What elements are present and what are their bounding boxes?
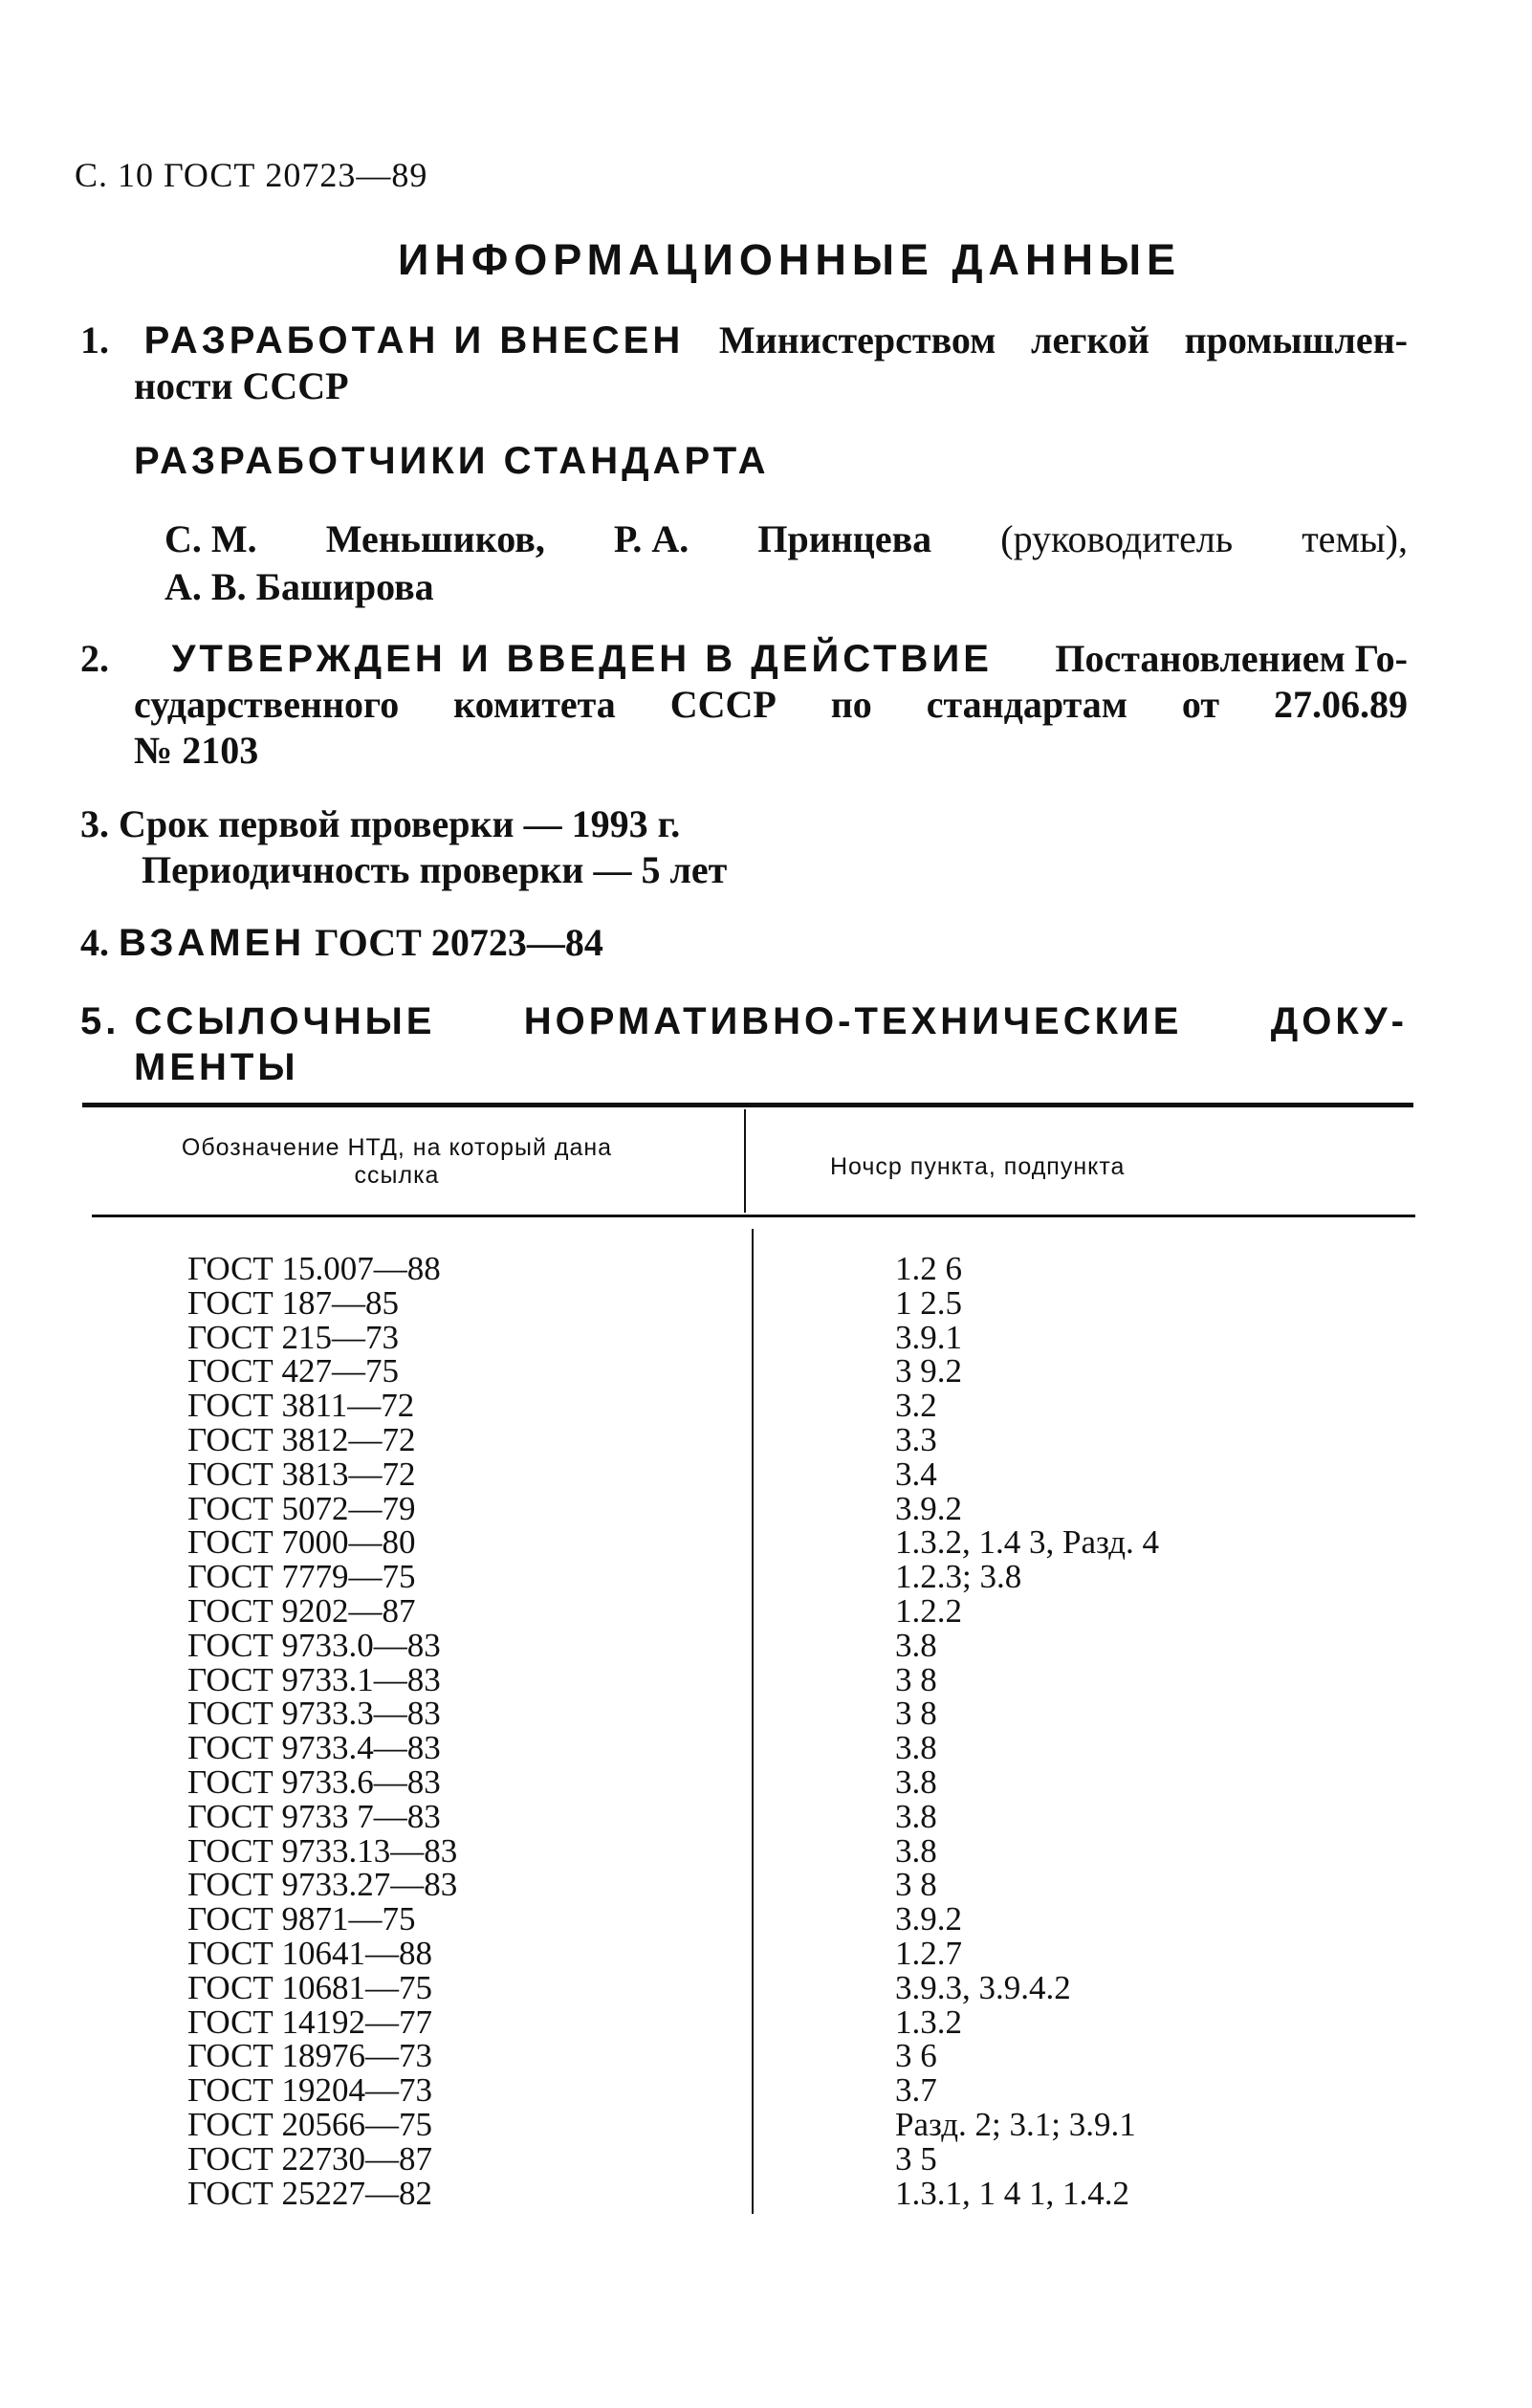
ref-document: ГОСТ 25227—82 [187, 2174, 433, 2212]
ref-document: ГОСТ 3811—72 [187, 1387, 415, 1425]
ref-clause: 3 8 [895, 1660, 937, 1698]
table-row [187, 1283, 1335, 1322]
table-row [187, 1389, 1335, 1423]
ref-clause: 1.2 6 [895, 1250, 962, 1287]
ref-document: ГОСТ 9733.3—83 [187, 1695, 441, 1733]
ref-clause: 1.2.3; 3.8 [895, 1558, 1022, 1596]
item-1-continuation: ности СССР [134, 364, 349, 407]
ref-document: ГОСТ 15.007—88 [187, 1250, 441, 1287]
table-row [187, 1252, 1335, 1286]
ref-clause: 1.3.1, 1 4 1, 1.4.2 [895, 2174, 1129, 2212]
ref-clause: 3.9.1 [895, 1318, 962, 1356]
ref-document: ГОСТ 9733.13—83 [187, 1831, 458, 1870]
item-4-tail: ГОСТ 20723—84 [315, 921, 603, 964]
ref-document: ГОСТ 22730—87 [187, 2139, 433, 2178]
table-row [187, 2005, 1335, 2040]
reference-table-body [187, 1252, 1335, 2210]
ref-document: ГОСТ 20566—75 [187, 2105, 433, 2143]
table-row [187, 2105, 1335, 2143]
item-2-tail: Постановлением Го- [1055, 637, 1408, 680]
ref-clause: 1.3.2 [895, 2003, 962, 2041]
table-row [187, 1697, 1335, 1731]
ref-document: ГОСТ 187—85 [187, 1283, 400, 1322]
table-row [187, 1762, 1335, 1801]
table-top-rule [82, 1103, 1413, 1107]
table-row [187, 1831, 1335, 1870]
ref-document: ГОСТ 9733.6—83 [187, 1762, 441, 1801]
ref-clause: 3.7 [895, 2071, 937, 2110]
table-header-divider [744, 1109, 746, 1213]
developer-surname: Меньшиков, [325, 517, 545, 560]
item-4-caps: ВЗАМЕН [119, 922, 306, 964]
table-row [187, 1354, 1335, 1389]
item-2-number: 2. [80, 637, 109, 680]
ref-document: ГОСТ 14192—77 [187, 2003, 433, 2041]
ref-document: ГОСТ 3813—72 [187, 1455, 416, 1493]
item-2-date: 27.06.89 [1273, 683, 1408, 726]
table-row [187, 2039, 1335, 2073]
table-row [187, 1420, 1335, 1458]
table-row [187, 1934, 1335, 1972]
item-4 [80, 920, 603, 966]
item-5-word: ДОКУ- [1270, 1000, 1408, 1042]
ref-clause: 3.4 [895, 1455, 937, 1493]
ref-document: ГОСТ 18976—73 [187, 2037, 433, 2075]
developer-surname: Принцева [757, 517, 932, 560]
developer-role: темы), [1302, 517, 1408, 560]
ref-document: ГОСТ 10641—88 [187, 1934, 433, 1972]
ref-document: ГОСТ 10681—75 [187, 1968, 433, 2006]
ref-clause: 3.9.2 [895, 1900, 962, 1938]
item-3: 3. Срок первой проверки — 1993 г. [80, 802, 681, 845]
ref-clause: 3.8 [895, 1626, 937, 1664]
ref-clause: 3.3 [895, 1420, 937, 1458]
table-row [187, 1318, 1335, 1356]
table-row [187, 1968, 1335, 2006]
item-5-word: 5. ССЫЛОЧНЫЕ [80, 1000, 436, 1042]
ref-document: ГОСТ 9733.1—83 [187, 1660, 441, 1698]
item-1-number: 1. [80, 318, 109, 361]
table-row [187, 1868, 1335, 1902]
ref-clause: 3 9.2 [895, 1352, 962, 1390]
ref-document: ГОСТ 7000—80 [187, 1523, 416, 1562]
table-row [187, 1797, 1335, 1835]
item-2-decree-number: № 2103 [134, 729, 259, 772]
item-3-continuation: Периодичность проверки — 5 лет [142, 848, 728, 891]
ref-clause: 1.2.2 [895, 1591, 962, 1630]
developer-initials: С. М. [164, 517, 257, 560]
item-2-word: по [830, 683, 872, 726]
table-row [187, 2073, 1335, 2108]
ref-document: ГОСТ 9733.0—83 [187, 1626, 441, 1664]
table-row [187, 1660, 1335, 1698]
ref-document: ГОСТ 9733.4—83 [187, 1729, 441, 1767]
ref-document: ГОСТ 9871—75 [187, 1900, 416, 1938]
item-5-continuation: МЕНТЫ [134, 1046, 299, 1088]
ref-clause: 3 6 [895, 2037, 937, 2075]
ref-clause: 1.2.7 [895, 1934, 962, 1972]
item-2-word: стандартам [926, 683, 1127, 726]
ref-clause: 3.8 [895, 1762, 937, 1801]
ref-clause: 3.8 [895, 1797, 937, 1835]
item-2-caps: УТВЕРЖДЕН И ВВЕДЕН В ДЕЙСТВИЕ [171, 638, 993, 680]
ref-clause: 3.8 [895, 1831, 937, 1870]
ref-clause: 1 2.5 [895, 1283, 962, 1322]
ref-document: ГОСТ 7779—75 [187, 1558, 416, 1596]
item-1-caps: РАЗРАБОТАН И ВНЕСЕН [143, 319, 685, 361]
item-5-word: НОРМАТИВНО-ТЕХНИЧЕСКИЕ [523, 1000, 1183, 1042]
item-2-word: сударственного [134, 683, 400, 726]
table-row [187, 2174, 1335, 2212]
ref-clause: Разд. 2; 3.1; 3.9.1 [895, 2105, 1136, 2143]
item-1-word: Министерством [718, 318, 996, 361]
ref-document: ГОСТ 19204—73 [187, 2071, 433, 2110]
table-row [187, 1626, 1335, 1664]
ref-clause: 3.8 [895, 1729, 937, 1767]
page-header: С. 10 ГОСТ 20723—89 [75, 156, 428, 194]
table-header-designation: Обозначение НТД, на который дана ссылка [181, 1134, 613, 1189]
table-header-rule [92, 1215, 1415, 1217]
table-row [187, 1902, 1335, 1937]
item-2-word: СССР [669, 683, 777, 726]
ref-clause: 3 8 [895, 1695, 937, 1733]
table-row [187, 1489, 1335, 1527]
table-row [187, 1525, 1335, 1560]
developers-line: А. В. Баширова [164, 565, 434, 608]
ref-clause: 3 5 [895, 2139, 937, 2178]
table-row [187, 1731, 1335, 1765]
developer-initials: Р. А. [613, 517, 689, 560]
item-2 [80, 636, 1408, 682]
ref-document: ГОСТ 5072—79 [187, 1489, 416, 1527]
item-1 [80, 317, 1408, 363]
developers-line [164, 516, 1408, 561]
table-row [187, 1560, 1335, 1594]
table-row [187, 1457, 1335, 1492]
ref-document: ГОСТ 9733.27—83 [187, 1866, 458, 1904]
page-title: ИНФОРМАЦИОННЫЕ ДАННЫЕ [398, 235, 1182, 284]
ref-document: ГОСТ 9733 7—83 [187, 1797, 441, 1835]
item-2-word: от [1181, 683, 1220, 726]
table-row [187, 1591, 1335, 1630]
ref-clause: 1.3.2, 1.4 3, Разд. 4 [895, 1523, 1160, 1562]
ref-document: ГОСТ 3812—72 [187, 1420, 416, 1458]
ref-clause: 3 8 [895, 1866, 937, 1904]
ref-clause: 3.9.2 [895, 1489, 962, 1527]
item-1-word: легкой [1031, 318, 1149, 361]
item-2-word: комитета [453, 683, 616, 726]
developer-role: (руководитель [1000, 517, 1234, 560]
ref-clause: 3.9.3, 3.9.4.2 [895, 1968, 1071, 2006]
ref-clause: 3.2 [895, 1387, 937, 1425]
ref-document: ГОСТ 427—75 [187, 1352, 400, 1390]
item-4-number: 4. [80, 921, 109, 964]
item-5 [80, 998, 1408, 1044]
ref-document: ГОСТ 9202—87 [187, 1591, 416, 1630]
item-1-word: промышлен- [1184, 318, 1408, 361]
ref-document: ГОСТ 215—73 [187, 1318, 400, 1356]
developers-heading: РАЗРАБОТЧИКИ СТАНДАРТА [134, 440, 770, 482]
item-2-continuation [134, 682, 1408, 728]
table-header-clause: Ночср пункта, подпункта [830, 1153, 1126, 1180]
table-row [187, 2139, 1335, 2178]
